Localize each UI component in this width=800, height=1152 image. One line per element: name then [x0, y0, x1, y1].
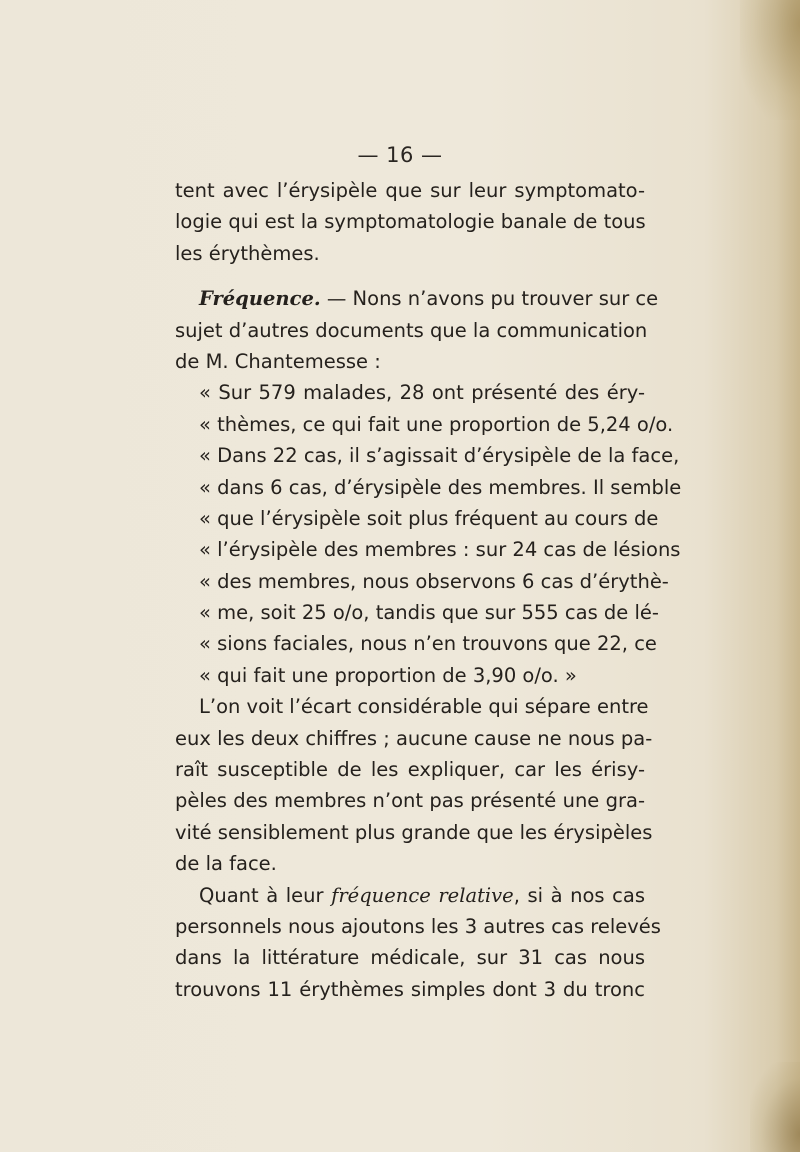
text-line: vité sensiblement plus grande que les érysipèles — [175, 820, 653, 844]
text-line: pèles des membres n’ont pas présenté une gra- — [175, 789, 645, 813]
body-text — [175, 175, 682, 1005]
text-line: dans la littérature médicale, sur 31 cas nous — [175, 946, 645, 970]
quote-line: « des membres, nous observons 6 cas d’érythè- — [199, 569, 669, 593]
quote-line: « Dans 22 cas, il s’agissait d’érysipèle de la face, — [199, 444, 680, 468]
quote-line: « thèmes, ce qui fait une proportion de 5,24 o/o. — [199, 412, 674, 436]
quote-line: « l’érysipèle des membres : sur 24 cas de lésions — [199, 538, 681, 562]
quote-line: « dans 6 cas, d’érysipèle des membres. Il semble — [199, 475, 682, 499]
section-heading-line — [175, 283, 659, 314]
paper-stain — [750, 1062, 800, 1152]
quote-line: « Sur 579 malades, 28 ont présenté des éry- — [199, 381, 645, 405]
text-line: trouvons 11 érythèmes simples dont 3 du tronc — [175, 977, 645, 1001]
quote-line: « que l’érysipèle soit plus fréquent au cours de — [199, 506, 659, 530]
paper-stain — [740, 0, 800, 120]
italic-phrase: fréquence relative — [331, 883, 514, 907]
paragraph-gap — [175, 269, 645, 283]
text-line: raît susceptible de les expliquer, car les érisy- — [175, 758, 645, 782]
text-line — [175, 880, 645, 911]
page-number: — 16 — — [357, 143, 443, 167]
text-line: sujet d’autres documents que la communication — [175, 318, 648, 342]
text-fragment: — Nons n’avons pu trouver sur ce — [320, 287, 659, 311]
text-fragment: , si à nos cas — [513, 883, 645, 907]
text-line: tent avec l’érysipèle que sur leur symptomato- — [175, 179, 645, 202]
text-line: de la face. — [175, 852, 277, 876]
text-fragment: Quant à leur — [199, 883, 332, 907]
text-line: de M. Chantemesse : — [175, 349, 381, 373]
quote-line: « qui fait une proportion de 3,90 o/o. » — [199, 663, 577, 687]
quote-line: « me, soit 25 o/o, tandis que sur 555 cas de lé- — [199, 601, 659, 625]
quote-line: « sions faciales, nous n’en trouvons que 22, ce — [199, 632, 657, 656]
text-line: logie qui est la symptomatologie banale de tous — [175, 210, 646, 234]
text-line: L’on voit l’écart considérable qui sépare entre — [199, 695, 649, 719]
text-line: personnels nous ajoutons les 3 autres cas relevés — [175, 914, 661, 938]
text-line: les érythèmes. — [175, 241, 320, 265]
text-line: eux les deux chiffres ; aucune cause ne nous pa- — [175, 726, 653, 750]
section-heading: Fréquence. — [199, 287, 321, 311]
